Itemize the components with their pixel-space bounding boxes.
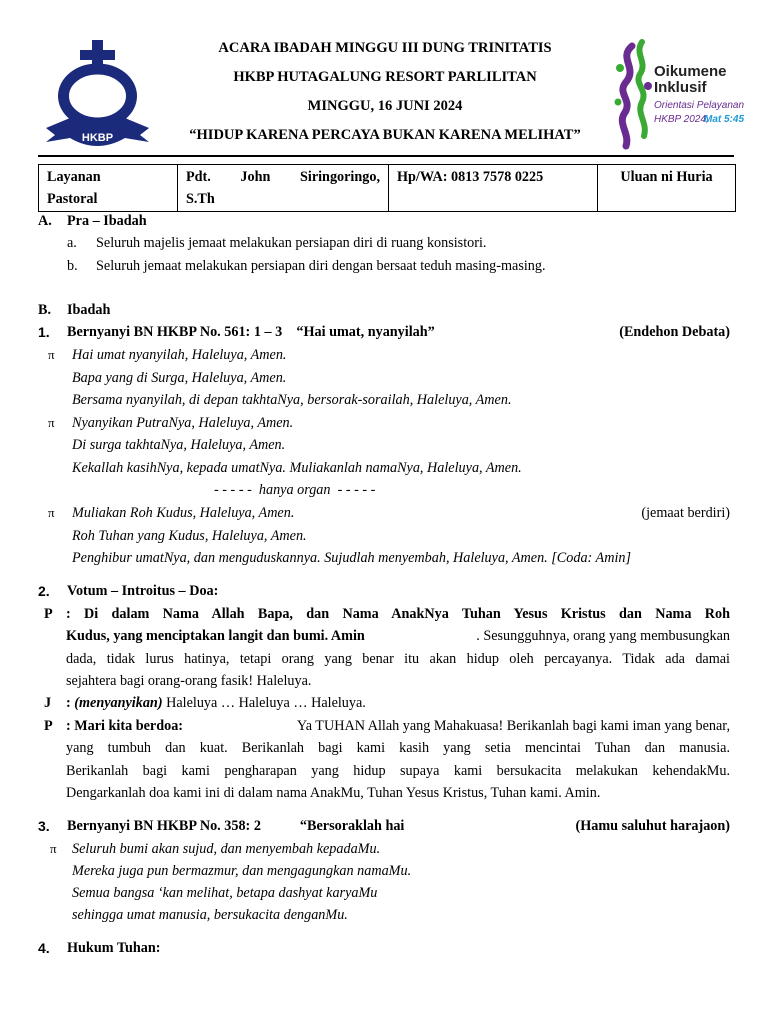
prayer-line-1-text: Ya TUHAN Allah yang Mahakuasa! Berikanlah bagi kami iman yang benar, [296,718,730,734]
votum-line-2-bold: Kudus, yang menciptakan langit dan bumi. Amin [66,628,365,644]
header-theme: “HIDUP KARENA PERCAYA BUKAN KARENA MELIHAT” [189,127,581,143]
header-title-2: HKBP HUTAGALUNG RESORT PARLILITAN [233,69,537,85]
votum-line-2 [66,625,730,647]
organ-interlude: - - - - - hanya organ - - - - - [214,482,376,498]
verse-1-line-2: Bapa yang di Surga, Haleluya, Amen. [72,370,287,386]
prayer-line-4: Dengarkanlah doa kami ini di dalam nama AnakMu, Tuhan Yesus Kristus, Tuhan kami. Amin. [66,785,601,801]
prayer-line-3: Berikanlah bagi kami pengharapan yang hidup supaya kami bersukacita melakukan kehendakMu. [66,763,730,779]
section-a-item-marker-b: b. [67,258,78,274]
item-3-number: 3. [38,818,50,834]
prayer-role-p: P [44,718,53,734]
hymn-358-line-1: Seluruh bumi akan sujud, dan menyembah kepadaMu. [72,841,381,857]
verse-1-bullet: π [48,347,55,362]
section-b-title: Ibadah [67,302,111,318]
item-2-title: Votum – Introitus – Doa: [67,583,219,599]
section-a-item-a: Seluruh majelis jemaat melakukan persiapan diri di ruang konsistori. [96,235,487,251]
hkbp-logo [40,38,155,150]
votum-role-p: P [44,606,53,622]
contact-pastor-cell [178,165,389,212]
votum-line-1: : Di dalam Nama Allah Bapa, dan Nama AnakNya Tuhan Yesus Kristus dan Nama Roh [66,606,730,622]
item-1-number: 1. [38,324,50,340]
response-role-j: J [44,695,52,711]
section-a-item-marker-a: a. [67,235,77,251]
oikumene-ref: Mat 5:45 [704,114,745,125]
contact-pastor-name [186,166,380,188]
prayer-intro: : Mari kita berdoa: [66,718,184,734]
verse-2-line-1: Nyanyikan PutraNya, Haleluya, Amen. [72,415,294,431]
section-a-title: Pra – Ibadah [67,213,147,229]
verse-2-line-2: Di surga takhtaNya, Haleluya, Amen. [72,437,286,453]
pastor-title: Pdt. [186,169,211,185]
response-text: Haleluya … Haleluya … Haleluya. [162,695,366,711]
verse-1-line-3: Bersama nyanyilah, di depan takhtaNya, bersorak-sorailah, Haleluya, Amen. [72,392,512,408]
votum-line-3: dada, tidak lurus hatinya, tetapi orang yang benar itu akan hidup oleh percayanya. Tidak ada damai [66,651,730,667]
item-1-title: Bernyanyi BN HKBP No. 561: 1 – 3 “Hai umat, nyanyilah” [67,324,435,340]
contact-label-2: Pastoral [47,191,98,207]
hymn-358-bullet: π [50,841,57,856]
item-1-tune: (Endehon Debata) [619,324,730,340]
section-a-item-b: Seluruh jemaat melakukan persiapan diri dengan bersaat teduh masing-masing. [96,258,546,274]
response-colon: : [66,695,71,711]
verse-3-line-2: Roh Tuhan yang Kudus, Haleluya, Amen. [72,528,307,544]
votum-line-4: sejahtera bagi orang-orang fasik! Haleluya. [66,673,312,689]
hymn-358-line-4: sehingga umat manusia, bersukacita denganMu. [72,907,348,923]
header-divider [38,155,734,157]
header-title-1: ACARA IBADAH MINGGU III DUNG TRINITATIS [218,40,552,56]
contact-phone: Hp/WA: 0813 7578 0225 [389,165,598,212]
verse-3-bullet: π [48,505,55,520]
contact-table [38,164,736,212]
response-line [66,692,366,714]
contact-role: Uluan ni Huria [598,165,736,212]
verse-3-line-3: Penghibur umatNya, dan menguduskannya. Sujudlah menyembah, Haleluya, Amen. [Coda: Amin] [72,550,632,566]
oikumene-title-1: Oikumene [654,63,727,80]
header-date: MINGGU, 16 JUNI 2024 [307,98,463,114]
item-3-title: Bernyanyi BN HKBP No. 358: 2 “Bersoraklah hai [67,818,405,834]
response-instruction: (menyanyikan) [74,695,163,711]
votum-line-2-rest: . Sesungguhnya, orang yang membusungkan [476,628,730,644]
stand-instruction: (jemaat berdiri) [641,505,730,521]
item-4-number: 4. [38,940,50,956]
verse-2-line-3: Kekallah kasihNya, kepada umatNya. Muliakanlah namaNya, Haleluya, Amen. [72,460,522,476]
oikumene-logo [608,38,745,150]
prayer-line-2: yang tumbuh dan kuat. Berikanlah bagi kami kasih yang setia mencintai Tuhan dan manusia. [66,740,730,756]
oikumene-sub-1: Orientasi Pelayanan [654,100,745,111]
contact-label-1: Layanan [47,169,101,185]
contact-pastor-degree: S.Th [186,191,215,207]
oikumene-title-2: Inklusif [654,79,707,96]
prayer-line-1 [66,715,730,737]
hymn-358-line-3: Semua bangsa ‘kan melihat, betapa dashyat karyaMu [72,885,378,901]
verse-3-line-1: Muliakan Roh Kudus, Haleluya, Amen. [72,505,295,521]
section-b-label: B. [38,302,52,318]
oikumene-sub-2: HKBP 2024, [654,114,709,125]
item-2-number: 2. [38,583,50,599]
hkbp-logo-text: HKBP [81,132,114,144]
item-3-tune: (Hamu saluhut harajaon) [575,818,730,834]
item-4-title: Hukum Tuhan: [67,940,161,956]
pastor-lastname: Siringoringo, [299,169,380,185]
pastor-firstname: John [240,169,271,185]
section-a-label: A. [38,213,52,229]
verse-2-bullet: π [48,415,55,430]
contact-label-cell [39,165,178,212]
hymn-358-line-2: Mereka juga pun bermazmur, dan mengagungkan namaMu. [72,863,412,879]
verse-1-line-1: Hai umat nyanyilah, Haleluya, Amen. [72,347,287,363]
